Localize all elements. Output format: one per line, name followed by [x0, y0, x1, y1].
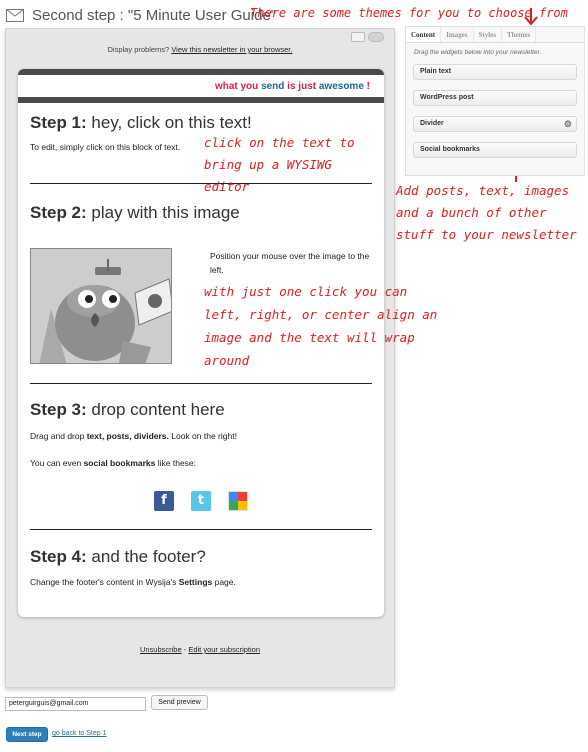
next-step-button[interactable]: Next step: [6, 727, 48, 742]
view-in-browser-link[interactable]: View this newsletter in your browser.: [171, 45, 293, 54]
step3-heading-rest: drop content here: [86, 400, 225, 419]
image-caption[interactable]: Position your mouse over the image to the left.: [210, 251, 370, 275]
widget-label: Divider: [420, 120, 444, 127]
banner-text-5: !: [363, 81, 370, 92]
step3-body[interactable]: [30, 431, 237, 441]
step4-body-pre: Change the footer's content in Wysija's: [30, 577, 179, 587]
edit-subscription-link[interactable]: Edit your subscription: [188, 645, 261, 654]
step2-heading-rest: play with this image: [86, 203, 240, 222]
banner-text-3: is just: [284, 81, 319, 92]
gear-icon[interactable]: ⚙: [563, 119, 572, 129]
arrow-down-icon: [524, 8, 538, 26]
switch-toggle-icon[interactable]: [368, 32, 384, 42]
step1-heading-bold: Step 1:: [30, 113, 87, 132]
step3-heading-bold: Step 3:: [30, 400, 87, 419]
step4-heading[interactable]: [30, 547, 206, 567]
widget-plain-text[interactable]: [413, 64, 577, 80]
tab-images[interactable]: Images: [441, 27, 473, 42]
step3-body-bold: text, posts, dividers.: [86, 431, 169, 441]
image-toggle-icon[interactable]: [351, 32, 365, 42]
widgets-panel: [405, 26, 585, 176]
sample-image[interactable]: [30, 248, 172, 364]
widget-wordpress-post[interactable]: [413, 90, 577, 106]
step4-body-bold: Settings: [178, 577, 213, 587]
footer-separator: -: [181, 645, 189, 654]
step2-heading-bold: Step 2:: [30, 203, 87, 222]
display-problems-line: [6, 45, 394, 54]
step3-body-pre: Drag and drop: [30, 431, 87, 441]
display-problems-text: Display problems?: [107, 45, 170, 54]
step3-body2-bold: social bookmarks: [83, 458, 156, 468]
view-toggles[interactable]: [351, 32, 384, 42]
banner-text-4: awesome: [318, 81, 364, 92]
page-title: Second step : "5 Minute User Guide": [32, 6, 277, 24]
widget-divider[interactable]: [413, 116, 577, 132]
widget-label: WordPress post: [420, 94, 474, 101]
newsletter-footer: [6, 645, 394, 654]
step2-heading[interactable]: [30, 203, 240, 223]
tab-content[interactable]: Content: [406, 27, 441, 42]
twitter-icon[interactable]: t: [191, 491, 211, 511]
google-icon[interactable]: [228, 491, 248, 511]
step3-body-post: Look on the right!: [168, 431, 237, 441]
divider: [30, 383, 372, 384]
themes-annotation: There are some themes for you to choose from: [250, 6, 568, 20]
newsletter-banner[interactable]: [18, 75, 384, 97]
preview-email-field[interactable]: peterguirguis@gmail.com: [5, 697, 146, 711]
step1-body[interactable]: To edit, simply click on this block of text.: [30, 142, 181, 152]
step1-heading-rest: hey, click on this text!: [86, 113, 252, 132]
step4-body[interactable]: [30, 577, 236, 587]
divider: [30, 529, 372, 530]
step3-body2[interactable]: [30, 458, 196, 468]
widget-label: Social bookmarks: [420, 146, 480, 153]
step4-heading-rest: and the footer?: [86, 547, 206, 566]
step4-body-post: page.: [212, 577, 236, 587]
tab-styles[interactable]: Styles: [474, 27, 503, 42]
facebook-icon[interactable]: f: [154, 491, 174, 511]
mascot-bird-icon: [31, 249, 172, 364]
image-align-annotation: with just one click you can left, right, or center align an image and the text will wrap around: [204, 284, 438, 368]
back-to-step1-link[interactable]: go back to Step 1: [52, 730, 107, 737]
send-preview-button[interactable]: Send preview: [151, 695, 208, 710]
widget-label: Plain text: [420, 68, 452, 75]
panel-hint: Drag the widgets below into your newsletter.: [414, 49, 542, 56]
banner-band: [18, 97, 384, 103]
social-bookmarks: [154, 491, 248, 511]
tab-themes[interactable]: Themes: [502, 27, 536, 42]
widgets-annotation: Add posts, text, images and a bunch of other stuff to your newsletter: [396, 183, 577, 242]
step1-heading[interactable]: [30, 113, 252, 133]
banner-text-2: send: [261, 81, 285, 92]
banner-text-1: what you: [214, 81, 262, 92]
page-header: [6, 4, 276, 26]
step3-heading[interactable]: [30, 400, 225, 420]
click-text-annotation: click on the text to bring up a WYSIWG editor: [204, 135, 355, 194]
envelope-icon: [6, 9, 24, 22]
step3-body2-post: like these:: [155, 458, 197, 468]
unsubscribe-link[interactable]: Unsubscribe: [139, 645, 182, 654]
panel-tabs: [406, 27, 584, 43]
widget-social-bookmarks[interactable]: [413, 142, 577, 158]
step4-heading-bold: Step 4:: [30, 547, 87, 566]
step3-body2-pre: You can even: [30, 458, 84, 468]
